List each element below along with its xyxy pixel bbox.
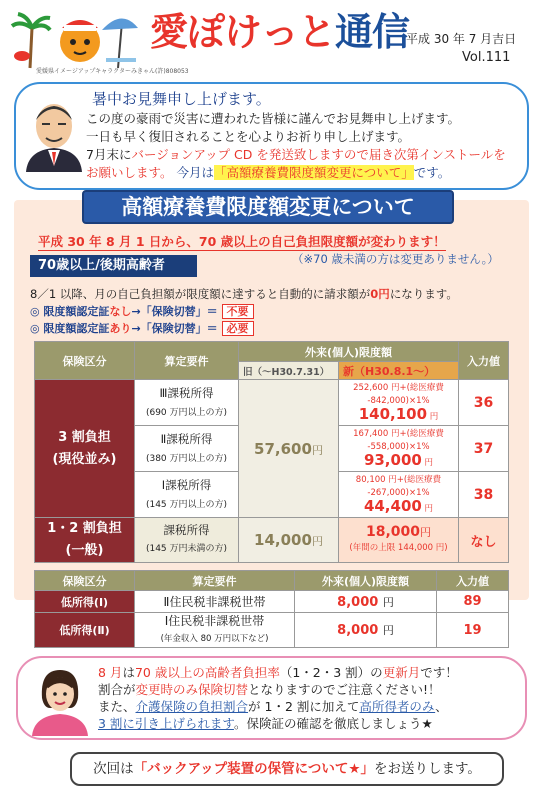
greeting-line: この度の豪雨で災害に遭われた皆様に謹んでお見舞申し上げます。 xyxy=(86,111,461,126)
desc-text: 8／1 以降、月の自己負担額が限度額に達すると自動的に請求額が xyxy=(30,287,371,301)
newsletter-title xyxy=(150,10,409,54)
table-row xyxy=(35,613,509,648)
group-30-percent xyxy=(35,380,135,518)
old-limit-cell xyxy=(239,380,339,518)
cert-label: ◎ 限度額認定証 xyxy=(30,305,110,318)
new-limit-unit: 円 xyxy=(429,411,439,422)
category-badge: 70歳以上/後期高齢者 xyxy=(30,255,197,277)
input-value: 38 xyxy=(459,472,509,518)
cert-status: あり xyxy=(109,322,132,335)
new-limit-cell xyxy=(339,472,459,518)
new-limit-cell xyxy=(339,518,459,563)
header-input: 入力値 xyxy=(437,571,509,591)
header-insurance: 保険区分 xyxy=(35,342,135,380)
mascot-icon xyxy=(60,20,100,62)
criteria-note: (145 万円以上の方) xyxy=(145,499,228,510)
reminder-line xyxy=(98,681,441,698)
limit-table-main xyxy=(34,341,509,563)
next-text: をお送りします。 xyxy=(373,761,481,777)
limit-cell xyxy=(295,613,437,648)
new-label: 新 xyxy=(343,364,354,378)
group-sublabel: (一般) xyxy=(65,543,104,558)
limit-value: 8,000 xyxy=(337,623,379,638)
version-up-cd-notice: お願いします。 xyxy=(86,165,173,180)
group-sublabel: (現役並み) xyxy=(52,451,117,467)
criteria-label: Ⅰ課税所得 xyxy=(161,477,212,492)
criteria-cell xyxy=(135,613,295,648)
criteria-label: Ⅲ課税所得 xyxy=(159,385,214,400)
issue-volume: Vol.111 xyxy=(462,50,511,65)
notice-note: （※70 歳未満の方は変更ありません。） xyxy=(292,252,499,266)
title-part-pocket: ぽけっと xyxy=(187,10,336,54)
formula-line: -267,000)×1% xyxy=(367,487,430,498)
cert-arrow: →「保険切替」＝ xyxy=(131,322,218,335)
criteria-label: Ⅰ住民税非課税世帯 xyxy=(164,614,265,628)
reminder-emphasis: 70 歳以上の高齢者負担率 xyxy=(134,665,280,680)
next-topic: 「バックアップ装置の保管について★」 xyxy=(133,761,374,777)
reminder-emphasis: 介護保険の負担割合 xyxy=(135,699,249,714)
cert-status: なし xyxy=(109,305,132,318)
table-row xyxy=(35,591,509,613)
reminder-text: は xyxy=(122,665,135,680)
new-limit-value: 93,000 xyxy=(363,450,422,469)
desc-text: になります。 xyxy=(389,287,458,301)
criteria-cell xyxy=(135,472,239,518)
header-criteria: 算定要件 xyxy=(135,342,239,380)
new-limit-value: 44,400 xyxy=(363,496,422,515)
input-value: 36 xyxy=(459,380,509,426)
new-limit-cell xyxy=(339,380,459,426)
auto-billing-description xyxy=(30,286,458,302)
next-issue-box xyxy=(70,752,504,786)
formula-line: 252,600 円+(総医療費 xyxy=(353,382,444,393)
reminder-line xyxy=(98,698,448,715)
reminder-emphasis: 変更時のみ保険切替 xyxy=(135,682,249,697)
header-criteria: 算定要件 xyxy=(135,571,295,591)
reminder-text: となりますのでご注意ください!！ xyxy=(248,682,441,697)
group-label: 1・2 割負担 xyxy=(47,521,122,536)
greeting-line: 一日も早く復旧されることを心よりお祈り申し上げます。 xyxy=(86,129,411,144)
limit-value: 8,000 xyxy=(337,594,379,610)
reminder-text: 。保険証の確認を徹底しましょう★ xyxy=(233,716,433,731)
group-general xyxy=(35,518,135,563)
title-part-ai: 愛 xyxy=(150,10,188,54)
certificate-none-line xyxy=(30,303,254,319)
reminder-text: 、 xyxy=(435,699,448,714)
cert-label: ◎ 限度額認定証 xyxy=(30,322,110,335)
new-limit-value: 140,100 xyxy=(358,404,428,423)
limit-cell xyxy=(295,591,437,613)
next-text: 次回は xyxy=(93,761,134,777)
table-row xyxy=(35,518,509,563)
switch-not-required: 不要 xyxy=(222,304,254,319)
annual-cap-note: (年間の上限 144,000 円) xyxy=(349,543,448,553)
input-value: 19 xyxy=(437,613,509,648)
greeting-title: 暑中お見舞申し上げます。 xyxy=(92,90,271,108)
reminder-text: （1・2・3 割）の xyxy=(279,665,383,680)
reminder-emphasis: 高所得者のみ xyxy=(359,699,436,714)
formula-line: -842,000)×1% xyxy=(367,395,430,406)
new-limit-value: 18,000 xyxy=(365,524,421,540)
criteria-label: Ⅱ課税所得 xyxy=(160,431,213,446)
reminder-text: また、 xyxy=(98,699,136,714)
formula-line: 80,100 円+(総医療費 xyxy=(355,474,442,485)
old-limit-unit: 円 xyxy=(311,535,323,548)
input-value: 37 xyxy=(459,426,509,472)
mascot-caption: 愛媛県イメージアップキャラクターみきゃん(許)808053 xyxy=(36,68,189,75)
greeting-line xyxy=(86,146,506,164)
old-limit-value: 14,000 xyxy=(254,531,312,549)
reminder-line xyxy=(98,664,458,681)
group-label: 3 割負担 xyxy=(58,429,111,445)
criteria-cell xyxy=(135,518,239,563)
criteria-note: (145 万円未満の方) xyxy=(145,544,228,554)
header-old-period: 旧（～H30.7.31） xyxy=(239,362,339,380)
group-low-income: 低所得(Ⅱ) xyxy=(35,613,135,648)
header-input: 入力値 xyxy=(459,342,509,380)
reminder-line xyxy=(98,715,433,732)
reminder-emphasis: 8 月 xyxy=(98,665,123,680)
header-insurance: 保険区分 xyxy=(35,571,135,591)
president-portrait-icon xyxy=(22,96,86,172)
certificate-yes-line xyxy=(30,320,254,336)
criteria-cell xyxy=(135,380,239,426)
limit-table-low-income xyxy=(34,570,509,648)
criteria-note: (年金収入 80 万円以下など) xyxy=(160,634,269,644)
input-value: 89 xyxy=(437,591,509,613)
criteria-label: Ⅱ住民税非課税世帯 xyxy=(163,594,266,609)
version-up-cd-notice: バージョンアップ CD を発送致しますので届き次第インストールを xyxy=(131,147,506,162)
reminder-emphasis: 3 割に引き上げられます xyxy=(98,716,234,731)
new-limit-cell xyxy=(339,426,459,472)
greeting-text: 今月は xyxy=(176,165,215,180)
header-limit: 外来(個人)限度額 xyxy=(295,571,437,591)
reminder-text: です！ xyxy=(420,665,458,680)
old-limit-value: 57,600 xyxy=(254,439,312,458)
criteria-note: (690 万円以上の方) xyxy=(145,407,228,418)
criteria-note: (380 万円以上の方) xyxy=(145,453,228,464)
header-new-period xyxy=(339,362,459,380)
formula-line: 167,400 円+(総医療費 xyxy=(353,428,444,439)
crab-icon xyxy=(14,51,30,61)
new-limit-unit: 円 xyxy=(424,457,434,468)
cert-arrow: →「保険切替」＝ xyxy=(131,305,218,318)
staff-portrait-icon xyxy=(30,664,90,736)
greeting-text: です。 xyxy=(413,165,451,180)
old-limit-cell xyxy=(239,518,339,563)
switch-required: 必要 xyxy=(222,321,254,336)
greeting-line xyxy=(86,164,450,182)
header-illustration xyxy=(10,8,140,70)
change-notice: 平成 30 年 8 月 1 日から、70 歳以上の自己負担限度額が変わります！ xyxy=(38,234,446,249)
section-title: 高額療養費限度額変更について xyxy=(82,190,454,224)
table-row xyxy=(35,380,509,426)
beach-umbrella-icon xyxy=(102,18,138,68)
greeting-text: 7月末に xyxy=(86,147,132,162)
title-part-tsushin: 通信 xyxy=(335,10,410,54)
issue-date: 平成 30 年 7 月吉日 xyxy=(406,32,517,46)
criteria-cell xyxy=(135,591,295,613)
limit-unit: 円 xyxy=(382,624,394,637)
header-limit: 外来(個人)限度額 xyxy=(239,342,459,362)
zero-yen: 0円 xyxy=(370,287,390,301)
new-limit-unit: 円 xyxy=(420,526,432,539)
new-range: （H30.8.1～） xyxy=(354,364,436,378)
group-low-income: 低所得(Ⅰ) xyxy=(35,591,135,613)
old-limit-unit: 円 xyxy=(311,443,323,457)
new-limit-unit: 円 xyxy=(424,503,434,514)
topic-highlight: 「高額療養費限度額変更について」 xyxy=(214,165,414,180)
formula-line: -558,000)×1% xyxy=(367,441,430,452)
criteria-cell xyxy=(135,426,239,472)
limit-unit: 円 xyxy=(382,595,394,609)
input-value: なし xyxy=(459,518,509,563)
reminder-text: が 1・2 割に加えて xyxy=(248,699,360,714)
criteria-label: 課税所得 xyxy=(163,523,210,537)
reminder-text: 割合が xyxy=(98,682,136,697)
reminder-emphasis: 更新月 xyxy=(382,665,421,680)
